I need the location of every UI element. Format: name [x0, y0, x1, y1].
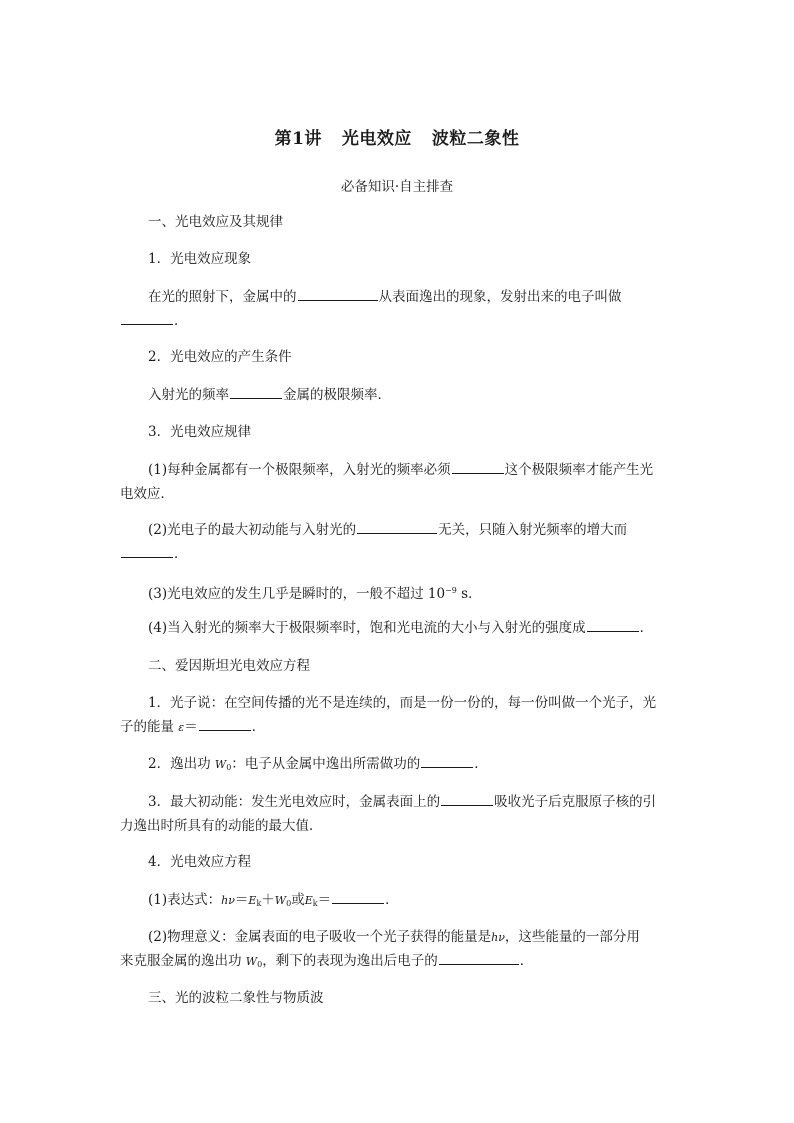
fill-blank[interactable]	[298, 286, 378, 301]
rule-2-cont: ．	[120, 543, 680, 565]
max-kinetic-energy: 3．最大初动能：发生光电效应时，金属表面上的 吸收光子后克服原子核的引	[120, 791, 708, 813]
section-heading-1: 一、光电效应及其规律	[148, 214, 283, 230]
rule-1: (1)每种金属都有一个极限频率，入射光的频率必须 这个极限频率才能产生光	[120, 459, 708, 481]
fill-blank[interactable]	[452, 459, 504, 474]
fill-blank[interactable]	[199, 716, 251, 731]
section-heading-2: 二、爱因斯坦光电效应方程	[148, 658, 310, 674]
section-heading-3: 三、光的波粒二象性与物质波	[148, 990, 324, 1006]
rule-2: (2)光电子的最大初动能与入射光的 无关，只随入射光频率的增大而	[120, 519, 708, 541]
title-topic-2: 波粒二象性	[431, 129, 520, 149]
item-2-text: 入射光的频率 金属的极限频率．	[120, 384, 708, 406]
lesson-number: 第1讲	[274, 129, 322, 149]
fill-blank[interactable]	[357, 519, 437, 534]
item-1-text-cont: ．	[120, 310, 680, 332]
fill-blank[interactable]	[121, 310, 173, 325]
max-kinetic-energy-cont: 力逸出时所具有的动能的最大值．	[120, 818, 323, 834]
section-subtitle: 必备知识·自主排查	[340, 179, 454, 195]
physical-meaning-cont: 来克服金属的逸出功 $W_0$，剩下的表现为逸出后电子的 ．	[120, 950, 680, 976]
fill-blank[interactable]	[332, 889, 384, 904]
physical-meaning: (2)物理意义：金属表面的电子吸收一个光子获得的能量是hν，这些能量的一部分用	[148, 929, 640, 945]
title-topic-1: 光电效应	[341, 129, 412, 149]
item-2-title: 2．光电效应的产生条件	[148, 349, 292, 365]
item-1-text: 在光的照射下，金属中的 从表面逸出的现象，发射出来的电子叫做	[120, 286, 708, 308]
fill-blank[interactable]	[441, 791, 493, 806]
page-title	[0, 124, 794, 149]
item-1-title: 1．光电效应现象	[148, 251, 252, 267]
equation-expression: (1)表达式：$h\nu=E_k+W_0$或$E_k=$ ．	[120, 889, 708, 915]
fill-blank[interactable]	[121, 543, 173, 558]
rule-1-cont: 电效应．	[120, 486, 174, 502]
rule-4: (4)当入射光的频率大于极限频率时，饱和光电流的大小与入射光的强度成 ．	[120, 617, 708, 639]
rule-3: (3)光电效应的发生几乎是瞬时的，一般不超过 $10^{-9}$ s．	[148, 586, 482, 602]
fill-blank[interactable]	[421, 753, 473, 768]
fill-blank[interactable]	[439, 950, 519, 965]
fill-blank[interactable]	[587, 617, 639, 632]
item-3-title: 3．光电效应规律	[148, 424, 252, 440]
item-4-title: 4．光电效应方程	[148, 854, 252, 870]
photon-theory-cont: 子的能量 ε＝ ．	[120, 716, 680, 739]
work-function: 2．逸出功 $W_0$：电子从金属中逸出所需做功的 ．	[120, 753, 708, 779]
fill-blank[interactable]	[230, 384, 282, 399]
photon-theory: 1．光子说：在空间传播的光不是连续的，而是一份一份的，每一份叫做一个光子，光	[148, 695, 657, 711]
